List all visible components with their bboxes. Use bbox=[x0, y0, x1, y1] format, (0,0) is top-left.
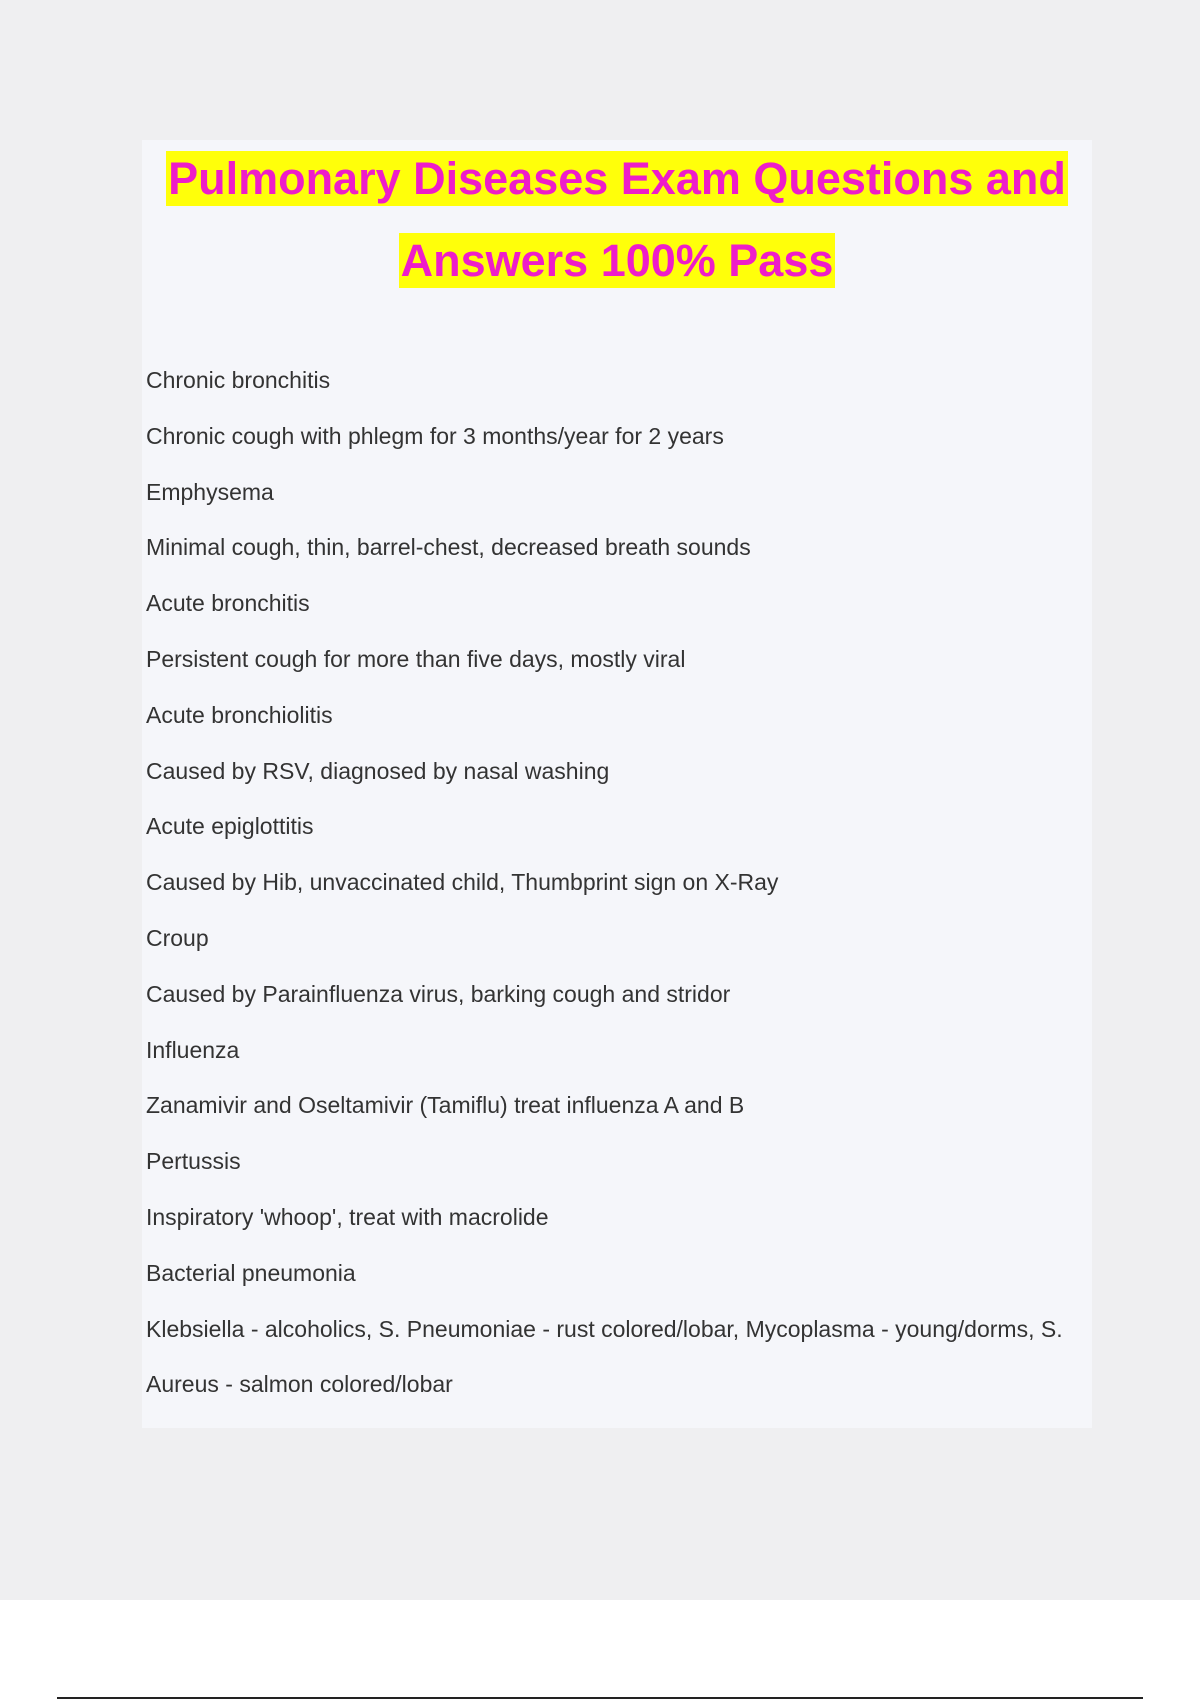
answer-text: Chronic cough with phlegm for 3 months/year for 2 years bbox=[146, 422, 724, 449]
title-highlight: Pulmonary Diseases Exam Questions and Answers 100% Pass bbox=[168, 153, 1066, 286]
question-term: Chronic bronchitis bbox=[146, 367, 331, 393]
qa-list bbox=[146, 353, 1086, 1413]
answer-text: Minimal cough, thin, barrel-chest, decreased breath sounds bbox=[146, 534, 751, 561]
answer-text: Caused by Hib, unvaccinated child, Thumbprint sign on X-Ray bbox=[146, 869, 779, 896]
question-term: Acute bronchitis bbox=[146, 590, 310, 617]
footer-divider bbox=[57, 1697, 1143, 1699]
question-term: Acute epiglottitis bbox=[146, 813, 314, 840]
page-title bbox=[142, 138, 1092, 302]
question-term: Acute bronchiolitis bbox=[146, 701, 333, 728]
answer-text: Caused by Parainfluenza virus, barking cough and stridor bbox=[146, 980, 731, 1007]
answer-text: Zanamivir and Oseltamivir (Tamiflu) treat influenza A and B bbox=[146, 1092, 745, 1119]
question-term: Croup bbox=[146, 924, 209, 951]
answer-text: Inspiratory 'whoop', treat with macrolide bbox=[146, 1203, 549, 1230]
answer-text: Caused by RSV, diagnosed by nasal washing bbox=[146, 757, 610, 784]
question-term: Influenza bbox=[146, 1036, 240, 1063]
question-term: Bacterial pneumonia bbox=[146, 1259, 356, 1286]
question-term: Pertussis bbox=[146, 1148, 241, 1175]
answer-text: Klebsiella - alcoholics, S. Pneumoniae - rust colored/lobar, Mycoplasma - young/dorms, S. Aureus - salmon colored/lobar bbox=[146, 1315, 1063, 1398]
question-term: Emphysema bbox=[146, 478, 274, 505]
answer-text: Persistent cough for more than five days, mostly viral bbox=[146, 645, 686, 672]
